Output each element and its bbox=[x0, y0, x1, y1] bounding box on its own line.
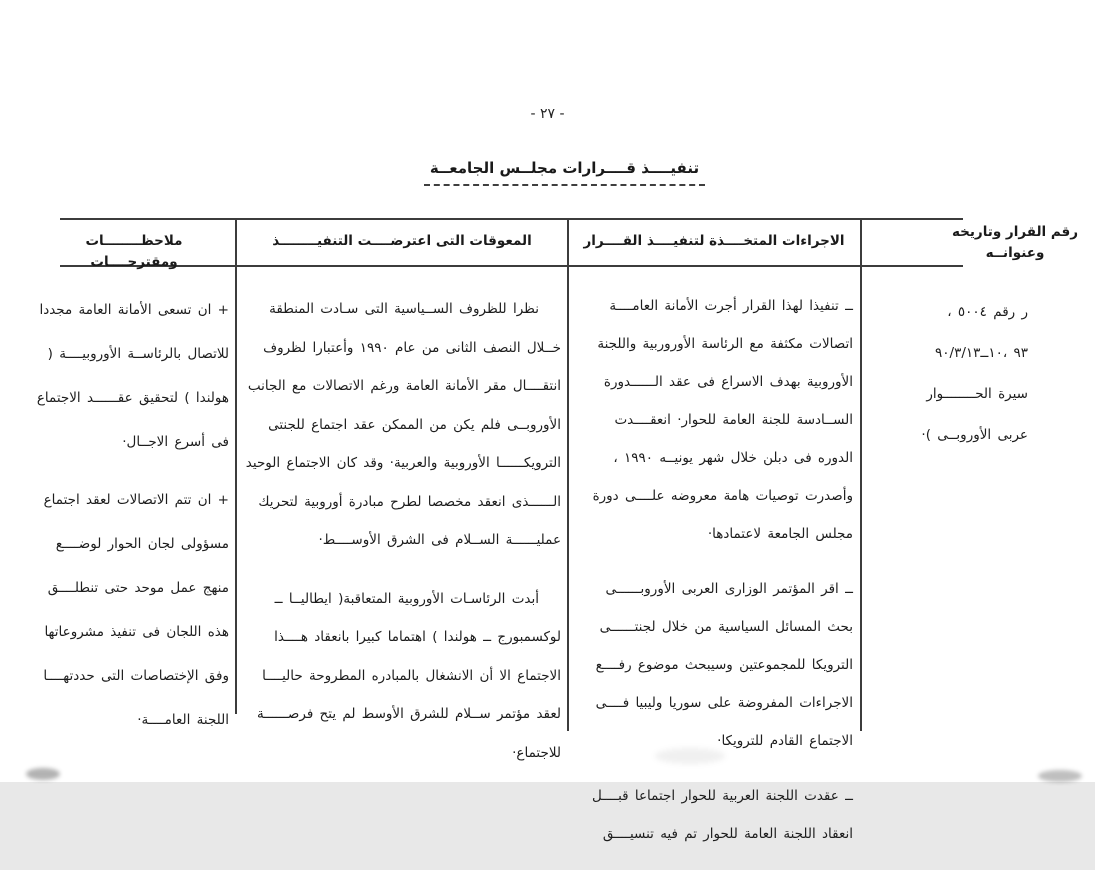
scan-smudge bbox=[26, 768, 60, 780]
page-number: - ٢٧ - bbox=[530, 106, 565, 122]
notes-column-body bbox=[33, 288, 229, 756]
actions-paragraph-2: ــ اقر المؤتمر الوزارى العربى الأوروبــــــى بحث المسائل السياسية من خلال لجنتــــــى الترويكا للمجموعتين وسيبحث موضوع رفــــع الاجراءات المفروضة على سوريا وليبيا فــــى الاجتماع القادم للترويكا· bbox=[595, 581, 853, 749]
scan-smudge bbox=[1038, 770, 1082, 782]
notes-paragraph-2: + ان تتم الاتصالات لعقد اجتماع مسؤولى لجان الحوار لوضــــع منهج عمل موحد حتى تنطلــــق هذه اللجان فى تنفيذ مشروعاتها وفق الإختصاصات التى حددتهــــا اللجنة العامــــة· bbox=[43, 492, 229, 728]
decision-title-line-2: عربى الأوروبــى )· bbox=[921, 427, 1028, 443]
column-divider-notes-obstacles bbox=[235, 218, 237, 714]
column-divider-obstacles-actions bbox=[567, 218, 569, 731]
obstacles-paragraph-2: أبدت الرئاسـات الأوروبية المتعاقبة( ايطاليــا ــ لوكسمبورج ــ هولندا ) اهتماما كبيرا بانعقاد هــــذا الاجتماع الا أن الانشغال بالمبادره المطروحة حاليــــا لعقد مؤتمر ســلام للشرق الأوسط لم يتح فرصــــــة للاجتماع· bbox=[256, 590, 561, 761]
column-header-decision-number: رقم القرار وتاريخه وعنوانــه bbox=[951, 224, 1079, 261]
obstacles-paragraph-1: نظرا للظروف الســياسية التى سـادت المنطقة خــلال النصف الثانى من عام ١٩٩٠ وأعتبارا لظروف انتقــــال مقر الأمانة العامة ورغم الاتصالات مع الجانب الأوروبــى فلم يكن من الممكن عقد اجتماع للجنتى الترويكــــــا الأوروبية والعربية· وقد كان الاجتماع الوحيد الــــــذى انعقد مخصصا لطرح مبادرة أوروبية لتحريك عمليــــــة الســلام فى الشرق الأوســــط· bbox=[245, 301, 561, 548]
decision-number-line: ر رقم ٥٠٠٤ ، bbox=[947, 304, 1028, 320]
column-header-obstacles: المعوقات التى اعترضــــت التنفيــــــــذ bbox=[272, 233, 532, 249]
decision-date-line: ٩٣ ،١٠ــ٩٠/٣/١٣ bbox=[935, 345, 1028, 361]
table-header-top-border bbox=[60, 218, 963, 220]
obstacles-column-body bbox=[245, 290, 561, 792]
title-row bbox=[0, 158, 1095, 186]
column-header-notes-suggestions: ملاحظــــــــات ومقترحــــات bbox=[85, 233, 183, 270]
notes-paragraph-1: + ان تسعى الأمانة العامة مجددا للاتصال بالرئاســة الأوروبيــــة ( هولندا ) لتحقيق عقــــــد الاجتماع فى أسرع الاجــال· bbox=[36, 302, 229, 450]
column-header-actions-taken: الاجراءات المتخــــذة لتنفيــــذ القــــرار bbox=[583, 233, 845, 249]
actions-paragraph-3: ــ عقدت اللجنة العربية للحوار اجتماعا قبــــل انعقاد اللجنة العامة للحوار تم فيه تنسيــــق bbox=[592, 788, 853, 842]
actions-paragraph-1: ــ تنفيذا لهذا القرار أجرت الأمانة العامــــة اتصالات مكثفة مع الرئاسة الأوروربية واللجنة الأوروبية بهدف الاسراع فى عقد الــــــدورة الســادسة للجنة العامة للحوار· انعقــــدت الدوره فى دبلن خلال شهر يونيــه ١٩٩٠ ، وأصدرت توصيات هامة معروضه علــــى دورة مجلس الجامعة لاعتمادها· bbox=[592, 298, 853, 542]
scan-smudge bbox=[655, 748, 725, 764]
document-title: تنفيــــذ قــــرارات مجلــس الجامعــة bbox=[424, 159, 705, 186]
decision-column-body bbox=[862, 292, 1028, 456]
actions-column-body bbox=[577, 287, 853, 870]
decision-title-line-1: سيرة الحــــــــوار bbox=[926, 386, 1028, 402]
